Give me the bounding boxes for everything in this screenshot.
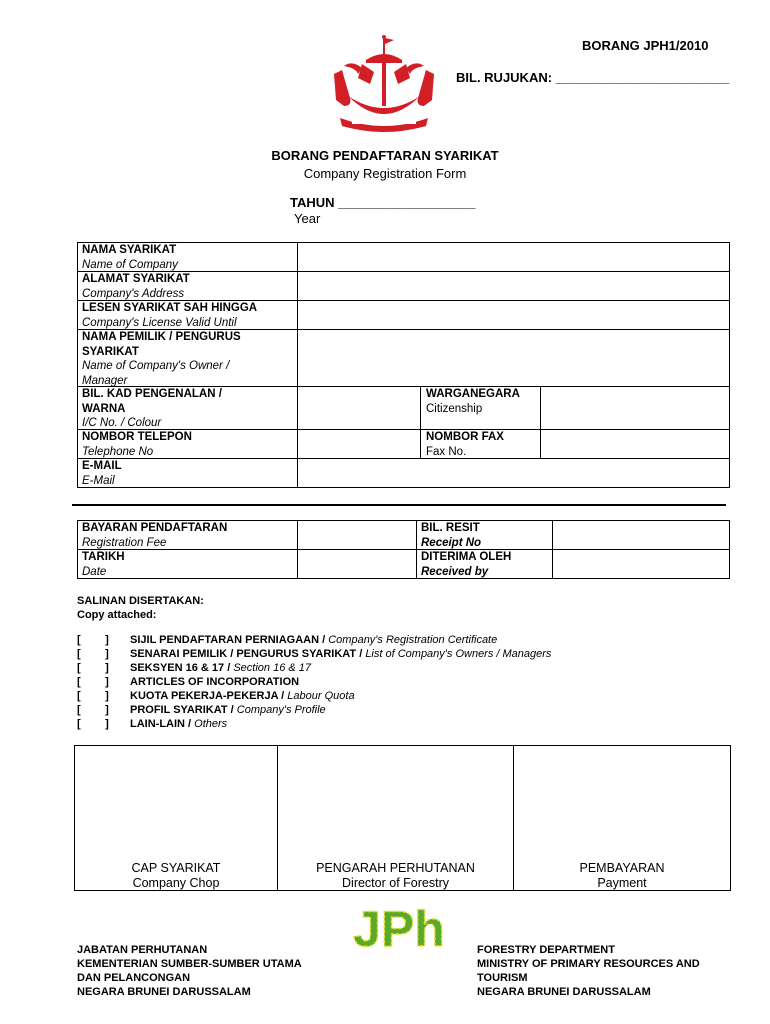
checklist-item: SENARAI PEMILIK / PENGURUS SYARIKAT / List of Company's Owners / Managers [130,648,552,660]
year-field[interactable] [290,195,476,210]
fee-input[interactable] [297,520,417,550]
name-label: NAMA SYARIKAT Name of Company [82,244,178,271]
owner-label: NAMA PEMILIK / PENGURUS SYARIKAT Name of Company's Owner / Manager [82,331,241,387]
fee-label: BAYARAN PENDAFTARAN Registration Fee [82,522,228,549]
form-code: BORANG JPH1/2010 [582,38,709,53]
receipt-input[interactable] [552,520,730,550]
director-caption: PENGARAH PERHUTANAN Director of Forestry [316,861,475,890]
company-address-input[interactable] [297,271,730,301]
svg-text:JPh: JPh [353,902,445,952]
jph-logo-icon [351,902,447,952]
checkbox-others[interactable]: [ ] [77,718,109,730]
checklist-item: SIJIL PENDAFTARAN PERNIAGAAN / Company's Registration Certificate [130,634,498,646]
ic-number-input[interactable] [297,386,421,430]
ic-label: BIL. KAD PENGENALAN / WARNA I/C No. / Colour [82,388,222,429]
fax-label: NOMBOR FAX Fax No. [426,431,504,458]
checklist-item: SEKSYEN 16 & 17 / Section 16 & 17 [130,662,311,674]
address-label: ALAMAT SYARIKAT Company's Address [82,273,190,300]
checkbox-company-profile[interactable]: [ ] [77,704,109,716]
reference-blank[interactable]: ________________________ [552,70,730,85]
checklist-item: ARTICLES OF INCORPORATION [130,676,300,688]
received-label: DITERIMA OLEH Received by [421,551,512,578]
checkbox-articles[interactable]: [ ] [77,676,109,688]
form-subtitle: Company Registration Form [303,166,467,181]
checkbox-labour-quota[interactable]: [ ] [77,690,109,702]
brunei-crest-icon [322,34,446,136]
checkbox-section-16-17[interactable]: [ ] [77,662,109,674]
phone-label: NOMBOR TELEPON Telephone No [82,431,192,458]
footer-left: JABATAN PERHUTANAN KEMENTERIAN SUMBER-SUMBER UTAMA DAN PELANCONGAN NEGARA BRUNEI DARUSSALAM [77,944,302,998]
company-name-input[interactable] [297,242,730,272]
email-input[interactable] [297,458,730,488]
section-divider [72,504,726,506]
checklist-item: LAIN-LAIN / Others [130,718,228,730]
received-input[interactable] [552,549,730,579]
license-valid-input[interactable] [297,300,730,330]
owner-name-input[interactable] [297,329,730,387]
email-label: E-MAIL E-Mail [82,460,122,487]
reference-label: BIL. RUJUKAN: [456,70,553,85]
checkbox-registration-certificate[interactable]: [ ] [77,634,109,646]
checklist-item: KUOTA PEKERJA-PEKERJA / Labour Quota [130,690,355,702]
payment-caption: PEMBAYARAN Payment [579,861,665,890]
citizenship-input[interactable] [540,386,730,430]
date-label: TARIKH Date [82,551,125,578]
year-label: TAHUN [290,195,335,210]
citizenship-label: WARGANEGARA Citizenship [426,388,520,415]
fax-input[interactable] [540,429,730,459]
checkbox-owners-list[interactable]: [ ] [77,648,109,660]
reference-number-field[interactable] [456,70,729,85]
date-input[interactable] [297,549,417,579]
phone-input[interactable] [297,429,421,459]
checklist-item: PROFIL SYARIKAT / Company's Profile [130,704,326,716]
receipt-label: BIL. RESIT Receipt No [421,522,482,549]
footer-right: FORESTRY DEPARTMENT MINISTRY OF PRIMARY RESOURCES AND TOURISM NEGARA BRUNEI DARUSSALAM [477,944,700,998]
copies-attached-heading: SALINAN DISERTAKAN: Copy attached: [77,595,204,621]
form-title: BORANG PENDAFTARAN SYARIKAT [271,148,499,163]
license-label: LESEN SYARIKAT SAH HINGGA Company's License Valid Until [82,302,258,329]
company-chop-caption: CAP SYARIKAT Company Chop [131,861,221,890]
year-blank[interactable]: ___________________ [334,195,476,210]
year-label-en: Year [294,211,321,226]
